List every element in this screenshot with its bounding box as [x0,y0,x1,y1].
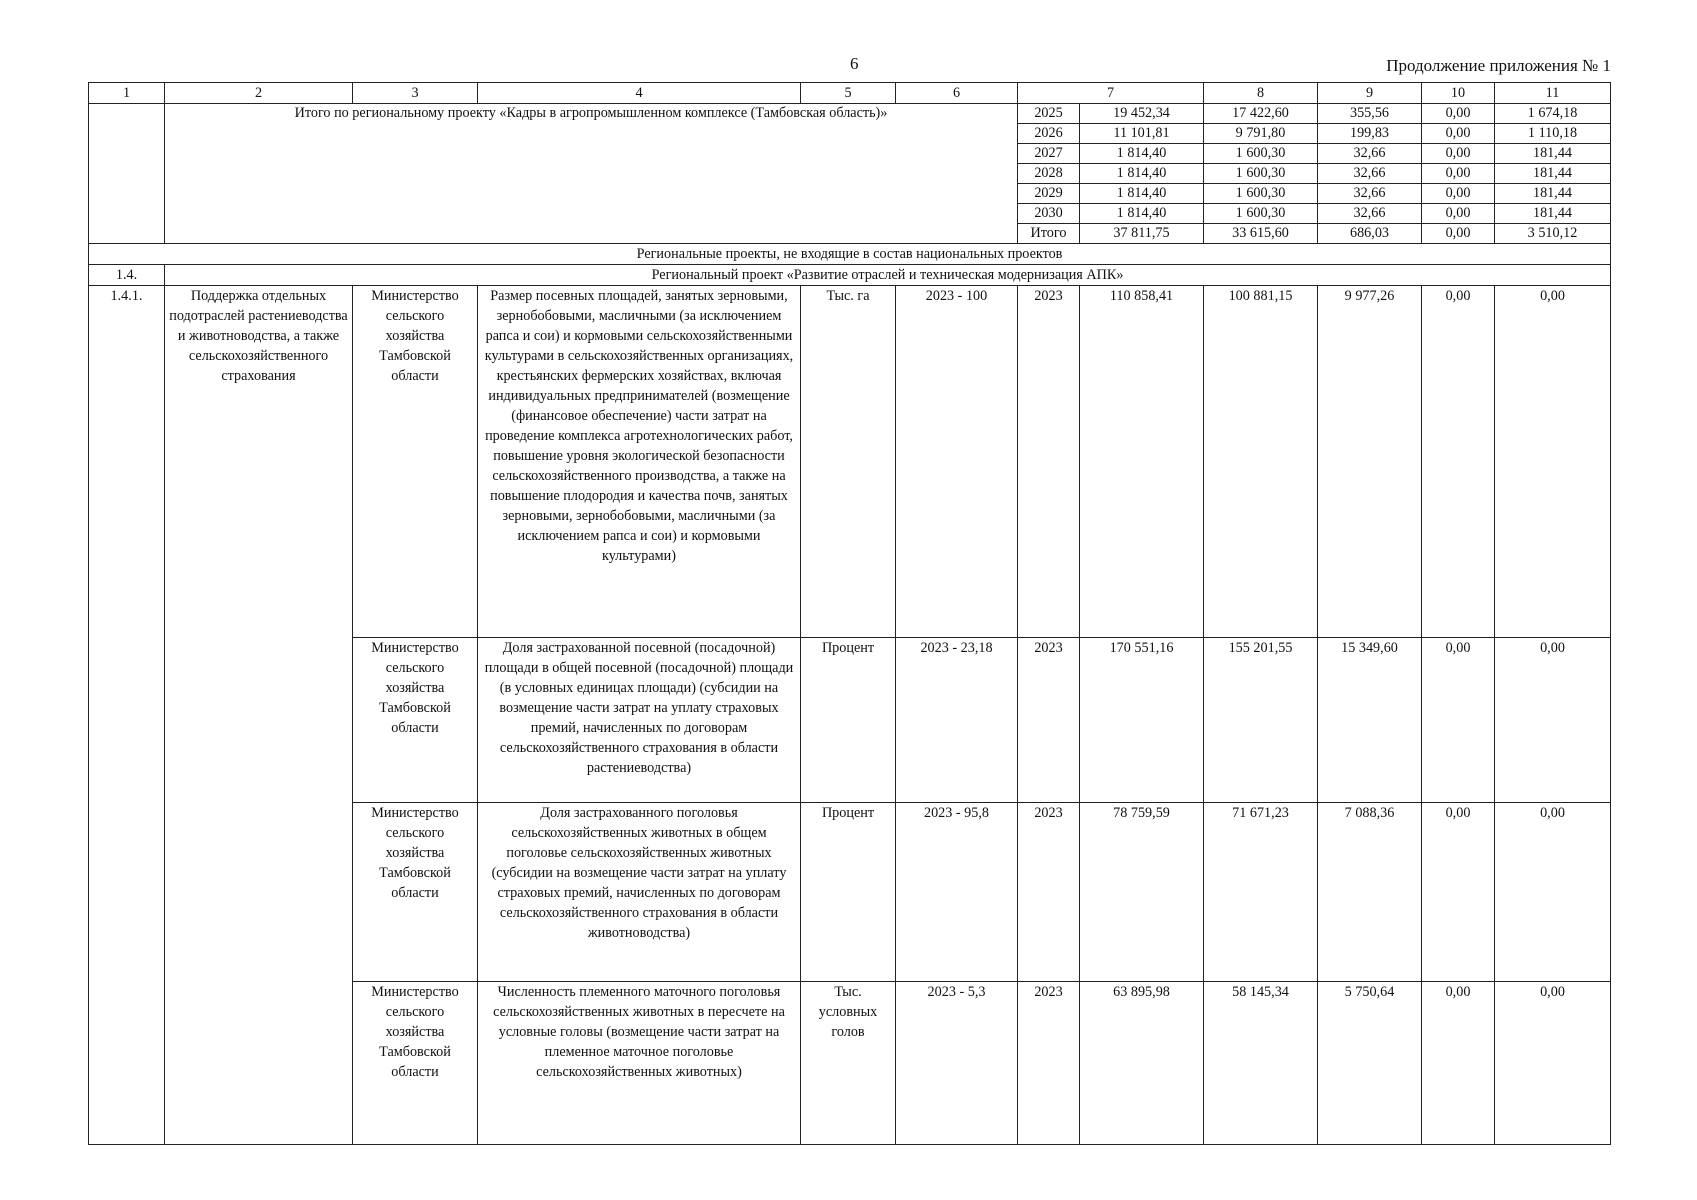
value-cell: 0,00 [1422,224,1495,244]
section-row [89,265,1611,286]
target-cell: 2023 - 5,3 [896,982,1018,1145]
year-cell: 2028 [1018,164,1080,184]
value-cell: 181,44 [1495,144,1611,164]
responsible-cell: Министерство сельского хозяйства Тамбовской области [353,638,478,803]
responsible-cell: Министерство сельского хозяйства Тамбовской области [353,286,478,638]
header-cell: 5 [801,83,896,104]
header-cell: 8 [1204,83,1318,104]
value-cell: 1 814,40 [1080,204,1204,224]
value-cell: 155 201,55 [1204,638,1318,803]
unit-cell: Тыс. га [801,286,896,638]
page-number: 6 [850,54,859,73]
value-cell: 32,66 [1318,184,1422,204]
value-cell: 1 110,18 [1495,124,1611,144]
empty-cell [89,104,165,244]
value-cell: 686,03 [1318,224,1422,244]
year-cell: 2023 [1018,638,1080,803]
value-cell: 170 551,16 [1080,638,1204,803]
value-cell: 1 814,40 [1080,184,1204,204]
value-cell: 5 750,64 [1318,982,1422,1145]
appendix-table [88,82,1611,1145]
year-cell: 2023 [1018,803,1080,982]
indicator-cell: Численность племенного маточного поголовья сельскохозяйственных животных в пересчете на условные головы (возмещение части затрат на племенное маточное поголовье сельскохозяйственных животных) [478,982,801,1145]
section-regional: Региональные проекты, не входящие в состав национальных проектов [89,244,1611,265]
total-title: Итого по региональному проекту «Кадры в агропромышленном комплексе (Тамбовская область)» [165,104,1018,244]
header-cell: 4 [478,83,801,104]
header-cell: 11 [1495,83,1611,104]
header-cell: 10 [1422,83,1495,104]
value-cell: 181,44 [1495,204,1611,224]
year-cell: 2025 [1018,104,1080,124]
target-cell: 2023 - 95,8 [896,803,1018,982]
value-cell: 0,00 [1422,286,1495,638]
value-cell: 0,00 [1495,982,1611,1145]
value-cell: 0,00 [1495,638,1611,803]
indicator-cell: Доля застрахованного поголовья сельскохозяйственных животных в общем поголовье сельскохозяйственных животных (субсидии на возмещение части затрат на уплату страховых премий, начисленных по договорам сельскохозяйственного страхования в области животноводства) [478,803,801,982]
unit-cell: Процент [801,803,896,982]
value-cell: 0,00 [1422,638,1495,803]
value-cell: 9 977,26 [1318,286,1422,638]
value-cell: 1 674,18 [1495,104,1611,124]
value-cell: 32,66 [1318,164,1422,184]
indicator-cell: Доля застрахованной посевной (посадочной) площади в общей посевной (посадочной) площади (в условных единицах площади) (субсидии на возмещение части затрат на уплату страховых премий, начисленных по договорам сельскохозяйственного страхования в области растениеводства) [478,638,801,803]
indicator-cell: Размер посевных площадей, занятых зерновыми, зернобобовыми, масличными (за исключением рапса и сои) и кормовыми сельскохозяйственными культурами в сельскохозяйственных организациях, крестьянских фермерских хозяйствах, включая индивидуальных предпринимателей (возмещение (финансовое обеспечение) части затрат на проведение комплекса агротехнологических работ, повышение уровня экологической безопасности сельскохозяйственного производства, а также на повышение плодородия и качества почв, занятых зерновыми, зернобобовыми, масличными (за исключением рапса и сои) и кормовыми культурами) [478,286,801,638]
value-cell: 0,00 [1422,164,1495,184]
value-cell: 1 600,30 [1204,184,1318,204]
value-cell: 199,83 [1318,124,1422,144]
value-cell: 32,66 [1318,144,1422,164]
value-cell: 0,00 [1422,982,1495,1145]
value-cell: 181,44 [1495,164,1611,184]
responsible-cell: Министерство сельского хозяйства Тамбовской области [353,982,478,1145]
total-row [89,104,1611,124]
value-cell: 17 422,60 [1204,104,1318,124]
value-cell: 0,00 [1422,104,1495,124]
value-cell: 78 759,59 [1080,803,1204,982]
value-cell: 0,00 [1495,803,1611,982]
value-cell: 1 600,30 [1204,144,1318,164]
header-cell: 7 [1018,83,1204,104]
section-row [89,244,1611,265]
target-cell: 2023 - 100 [896,286,1018,638]
value-cell: 1 600,30 [1204,204,1318,224]
value-cell: 37 811,75 [1080,224,1204,244]
value-cell: 0,00 [1422,184,1495,204]
year-cell: 2023 [1018,982,1080,1145]
section-number: 1.4. [89,265,165,286]
responsible-cell: Министерство сельского хозяйства Тамбовской области [353,803,478,982]
value-cell: 100 881,15 [1204,286,1318,638]
header-cell: 6 [896,83,1018,104]
table-row [89,286,1611,638]
header-row [89,83,1611,104]
value-cell: 33 615,60 [1204,224,1318,244]
value-cell: 58 145,34 [1204,982,1318,1145]
value-cell: 7 088,36 [1318,803,1422,982]
value-cell: 15 349,60 [1318,638,1422,803]
section-title: Региональный проект «Развитие отраслей и техническая модернизация АПК» [165,265,1611,286]
value-cell: 0,00 [1422,204,1495,224]
value-cell: 355,56 [1318,104,1422,124]
value-cell: 110 858,41 [1080,286,1204,638]
header-cell: 9 [1318,83,1422,104]
continuation-label: Продолжение приложения № 1 [1386,56,1611,75]
value-cell: 63 895,98 [1080,982,1204,1145]
value-cell: 0,00 [1422,144,1495,164]
value-cell: 0,00 [1495,286,1611,638]
value-cell: 0,00 [1422,803,1495,982]
unit-cell: Тыс. условных голов [801,982,896,1145]
header-cell: 2 [165,83,353,104]
value-cell: 181,44 [1495,184,1611,204]
value-cell: 0,00 [1422,124,1495,144]
header-cell: 1 [89,83,165,104]
year-cell: 2029 [1018,184,1080,204]
value-cell: 71 671,23 [1204,803,1318,982]
target-cell: 2023 - 23,18 [896,638,1018,803]
year-cell: 2023 [1018,286,1080,638]
value-cell: 32,66 [1318,204,1422,224]
value-cell: 1 814,40 [1080,164,1204,184]
item-number: 1.4.1. [89,286,165,1145]
value-cell: 1 814,40 [1080,144,1204,164]
year-cell: 2027 [1018,144,1080,164]
header-cell: 3 [353,83,478,104]
item-name: Поддержка отдельных подотраслей растениеводства и животноводства, а также сельскохозяйственного страхования [165,286,353,1145]
year-cell: 2030 [1018,204,1080,224]
year-cell: Итого [1018,224,1080,244]
year-cell: 2026 [1018,124,1080,144]
value-cell: 3 510,12 [1495,224,1611,244]
unit-cell: Процент [801,638,896,803]
value-cell: 1 600,30 [1204,164,1318,184]
value-cell: 9 791,80 [1204,124,1318,144]
value-cell: 11 101,81 [1080,124,1204,144]
value-cell: 19 452,34 [1080,104,1204,124]
